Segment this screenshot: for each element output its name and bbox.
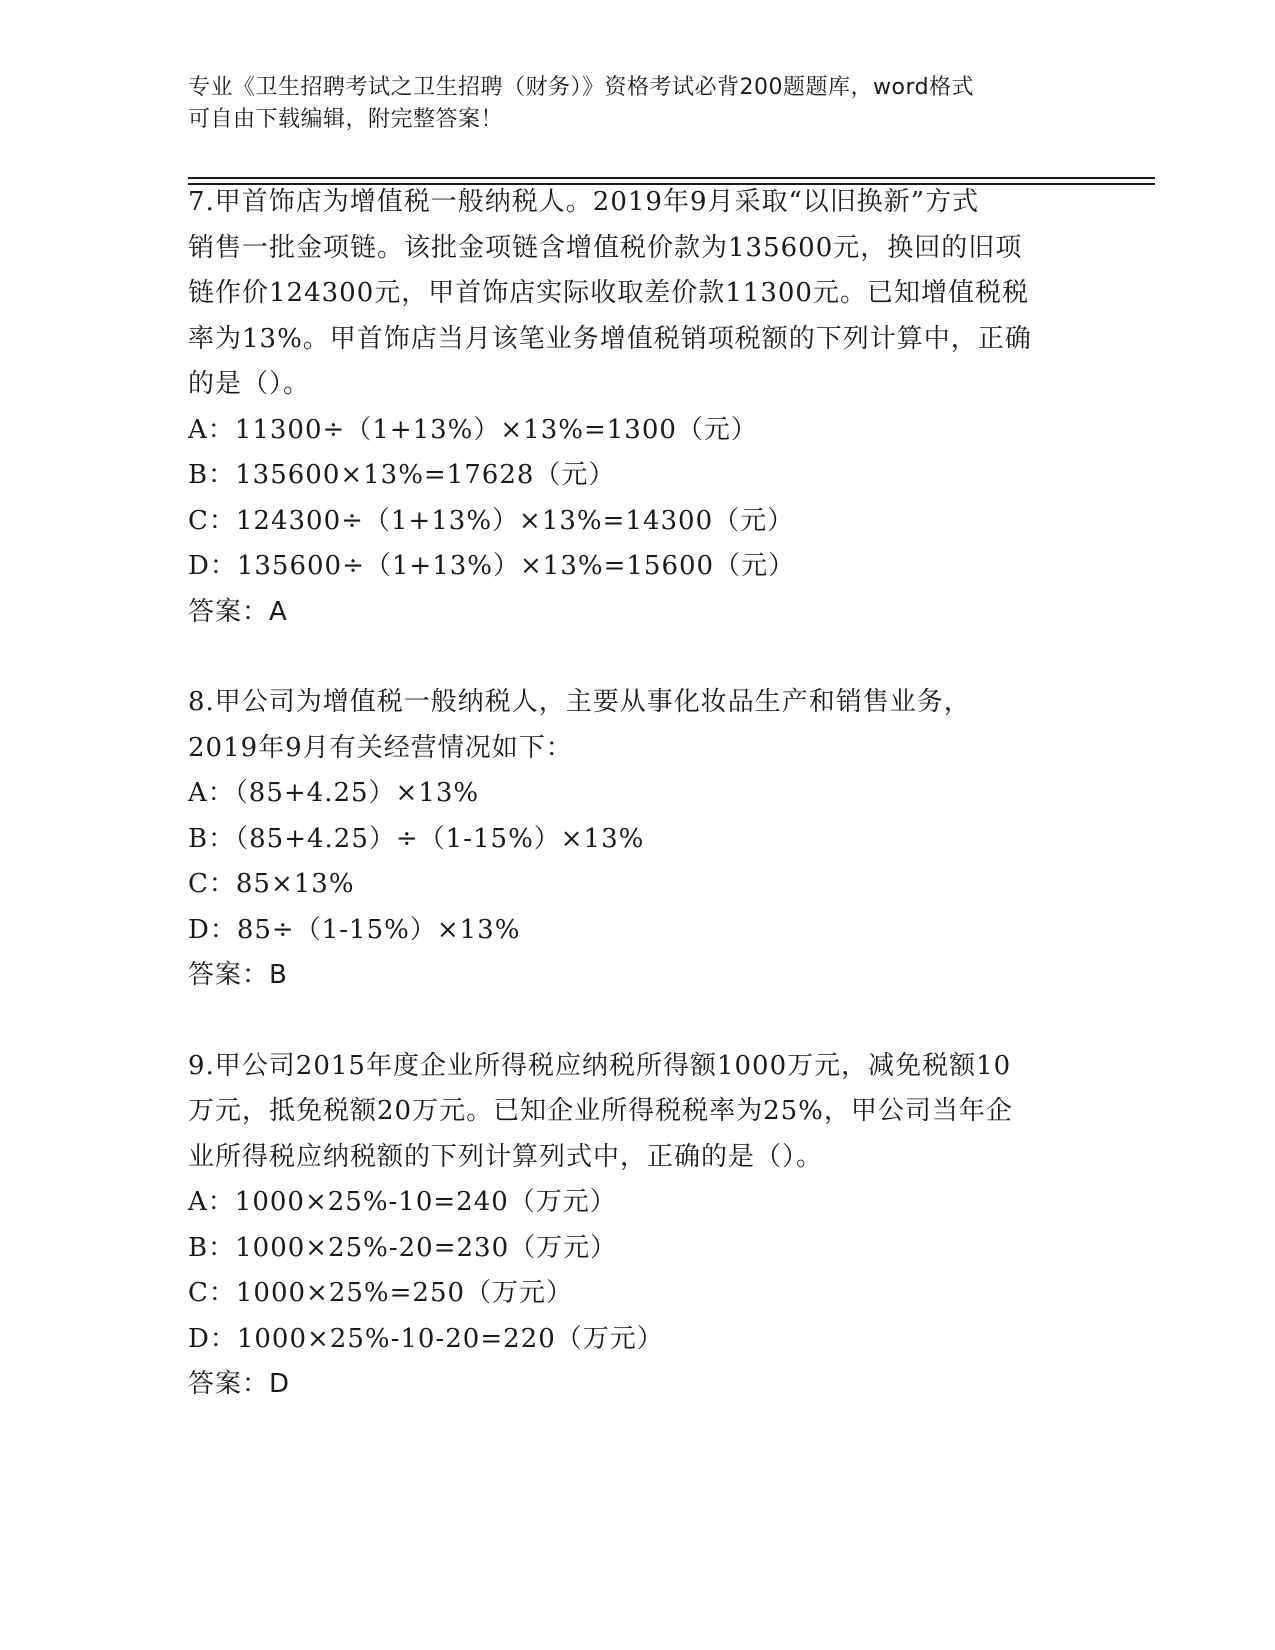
question-text-line: 的是（）。 [188, 369, 311, 399]
question-text-line: 7.甲首饰店为增值税一般纳税人。2019年9月采取“以旧换新”方式 [188, 187, 980, 217]
question-text-line: 业所得税应纳税额的下列计算列式中，正确的是（）。 [188, 1141, 824, 1172]
option-a: A：（85+4.25）×13% [188, 778, 480, 808]
answer-label: 答案：A [188, 596, 288, 627]
option-d: D：135600÷（1+13%）×13%=15600（元） [188, 551, 796, 581]
question-text-line: 销售一批金项链。该批金项链含增值税价款为135600元，换回的旧项 [188, 232, 1023, 263]
question-9 [188, 1044, 1088, 1408]
answer-label: 答案：D [188, 1369, 291, 1399]
option-b: B：135600×13%=17628（元） [188, 460, 616, 490]
option-b: B：（85+4.25）÷（1-15%）×13% [188, 823, 645, 854]
document-header [188, 72, 1088, 136]
option-c: C：85×13% [188, 869, 355, 899]
question-text-line: 8.甲公司为增值税一般纳税人，主要从事化妆品生产和销售业务， [188, 687, 971, 717]
option-c: C：124300÷（1+13%）×13%=14300（元） [188, 505, 795, 536]
question-list [188, 180, 1088, 1408]
answer-label: 答案：B [188, 960, 288, 990]
header-line-1: 专业《卫生招聘考试之卫生招聘（财务）》资格考试必背200题题库，word格式 [188, 75, 975, 100]
option-d: D：1000×25%-10-20=220（万元） [188, 1323, 664, 1354]
header-line-2: 可自由下载编辑，附完整答案！ [188, 107, 504, 132]
option-c: C：1000×25%=250（万元） [188, 1278, 574, 1308]
question-spacer [188, 635, 1088, 680]
question-text-line: 9.甲公司2015年度企业所得税应纳税所得额1000万元，减免税额10 [188, 1050, 1012, 1081]
question-text-line: 2019年9月有关经营情况如下： [188, 732, 573, 763]
header-divider-top [188, 177, 1155, 179]
question-text-line: 万元，抵免税额20万元。已知企业所得税税率为25%，甲公司当年企 [188, 1096, 1013, 1126]
question-7 [188, 180, 1088, 635]
option-d: D：85÷（1-15%）×13% [188, 914, 521, 945]
question-text-line: 链作价124300元，甲首饰店实际收取差价款11300元。已知增值税税 [188, 278, 1029, 308]
option-a: A：1000×25%-10=240（万元） [188, 1187, 617, 1217]
option-a: A：11300÷（1+13%）×13%=1300（元） [188, 414, 758, 445]
question-text-line: 率为13%。甲首饰店当月该笔业务增值税销项税额的下列计算中，正确 [188, 323, 1032, 354]
option-b: B：1000×25%-20=230（万元） [188, 1232, 618, 1263]
question-spacer [188, 999, 1088, 1044]
question-8 [188, 680, 1088, 999]
